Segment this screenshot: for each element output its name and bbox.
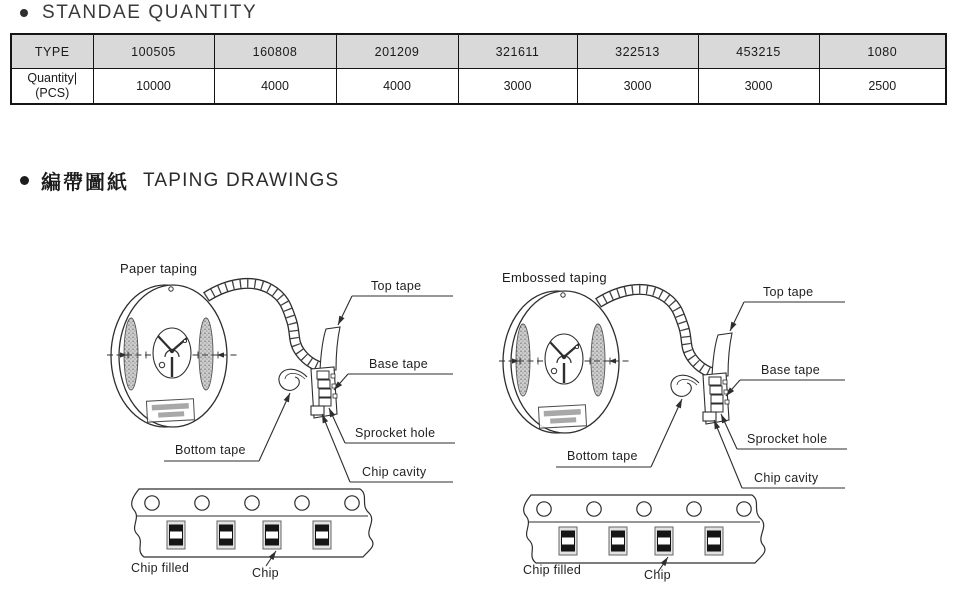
table-header-cell: 160808 bbox=[214, 34, 336, 69]
table-value-cell: 2500 bbox=[819, 69, 946, 105]
label-chip-cavity: Chip cavity bbox=[754, 471, 819, 485]
label-bottom-tape: Bottom tape bbox=[567, 449, 638, 463]
table-value-cell: 10000 bbox=[93, 69, 214, 105]
label-chip-filled: Chip filled bbox=[131, 561, 190, 575]
label-bottom-tape: Bottom tape bbox=[175, 443, 246, 457]
table-header-cell: 321611 bbox=[458, 34, 577, 69]
label-base-tape: Base tape bbox=[369, 357, 428, 371]
label-top-tape: Top tape bbox=[763, 285, 814, 299]
diagram-title-embossed-taping: Embossed taping bbox=[502, 270, 607, 285]
table-header-cell: TYPE bbox=[11, 34, 93, 69]
diagram-title-paper-taping: Paper taping bbox=[120, 261, 198, 276]
label-chip: Chip bbox=[644, 568, 671, 582]
row-label-line1: Quantity| bbox=[27, 71, 78, 85]
table-header-cell: 100505 bbox=[93, 34, 214, 69]
section-title-chinese: 編帶圖紙 bbox=[41, 172, 129, 194]
label-sprocket-hole: Sprocket hole bbox=[747, 432, 828, 446]
label-chip-filled: Chip filled bbox=[523, 563, 582, 577]
label-chip-cavity: Chip cavity bbox=[362, 465, 427, 479]
row-label-line2: (PCS) bbox=[35, 86, 70, 100]
label-top-tape: Top tape bbox=[371, 279, 422, 293]
table-header-cell: 453215 bbox=[698, 34, 819, 69]
label-sprocket-hole: Sprocket hole bbox=[355, 426, 436, 440]
section-title-english: TAPING DRAWINGS bbox=[143, 169, 340, 191]
table-value-cell: 3000 bbox=[458, 69, 577, 105]
table-value-cell: 3000 bbox=[698, 69, 819, 105]
table-header-cell: 322513 bbox=[577, 34, 698, 69]
label-chip: Chip bbox=[252, 566, 279, 580]
page-title: STANDAE QUANTITY bbox=[42, 2, 258, 23]
table-value-cell: 4000 bbox=[214, 69, 336, 105]
table-value-cell: 3000 bbox=[577, 69, 698, 105]
table-header-cell: 201209 bbox=[336, 34, 458, 69]
label-base-tape: Base tape bbox=[761, 363, 820, 377]
table-header-cell: 1080 bbox=[819, 34, 946, 69]
table-value-cell: 4000 bbox=[336, 69, 458, 105]
